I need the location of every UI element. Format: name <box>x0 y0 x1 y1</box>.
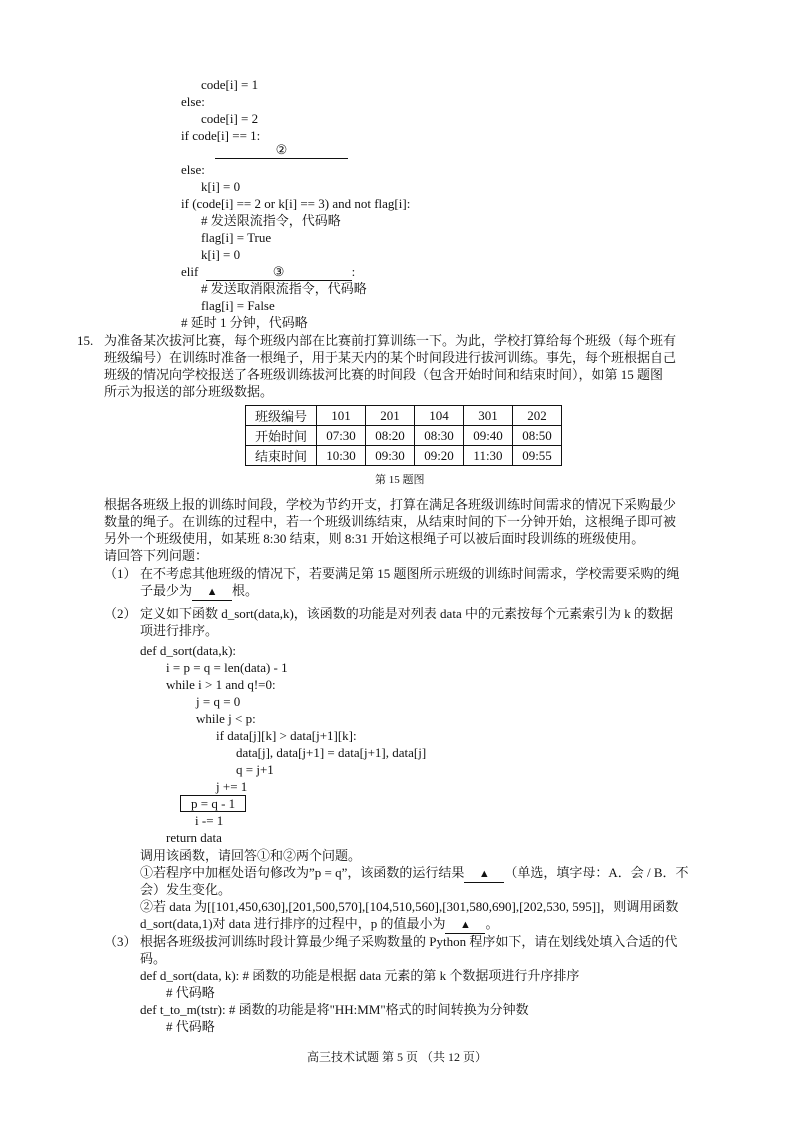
code-line-elif: elif ③ : <box>181 264 356 279</box>
code-line: j = q = 0 <box>196 694 241 709</box>
code-comment: # 延时 1 分钟，代码略 <box>181 315 308 330</box>
paragraph-line: 数量的绳子。在训练的过程中，若一个班级训练结束，从结束时间的下一分钟开始，这根绳子即可被 <box>104 514 677 529</box>
code-line: j += 1 <box>216 779 248 794</box>
code-line: else: <box>181 94 205 109</box>
table-cell: 09:55 <box>513 446 562 466</box>
table-row <box>246 406 562 426</box>
figure-caption: 第 15 题图 <box>375 474 425 486</box>
table-cell: 202 <box>513 406 562 426</box>
question-text: 班级编号）在训练时准备一根绳子，用于某天内的某个时间段进行拔河训练。事先，每个班根据自己 <box>104 350 677 365</box>
table-cell: 09:20 <box>415 446 464 466</box>
part-label: （2） <box>104 606 137 621</box>
question-number: 15. <box>77 333 94 348</box>
table-cell: 08:30 <box>415 426 464 446</box>
table-cell: 104 <box>415 406 464 426</box>
table-cell: 201 <box>366 406 415 426</box>
code-line: i -= 1 <box>195 813 224 828</box>
sub-question-2: ②若 data 为[[101,450,630],[201,500,570],[104,510,560],[301,580,690],[202,530, 595]]，则调用函数 <box>140 899 679 914</box>
part-text: 码。 <box>140 951 167 966</box>
question-text: 所示为报送的部分班级数据。 <box>104 384 274 399</box>
table-cell: 开始时间 <box>246 426 317 446</box>
table-cell: 09:30 <box>366 446 415 466</box>
table-cell: 10:30 <box>317 446 366 466</box>
code-line: def t_to_m(tstr): # 函数的功能是将"HH:MM"格式的时间转换为分钟数 <box>140 1002 529 1017</box>
table-cell: 08:50 <box>513 426 562 446</box>
table-cell: 301 <box>464 406 513 426</box>
part-text: 定义如下函数 d_sort(data,k)，该函数的功能是对列表 data 中的元素按每个元素索引为 k 的数据 <box>140 606 673 621</box>
code-comment: # 发送限流指令，代码略 <box>201 213 341 228</box>
answer-blank-2: ② <box>215 142 348 159</box>
sub-question-1: ①若程序中加框处语句修改为”p = q”，该函数的运行结果 ▲ （单选，填字母：A．会 / B．不 <box>140 865 689 883</box>
answer-blank-3: ③ <box>206 264 352 281</box>
answer-blank: ▲ <box>192 584 232 601</box>
paragraph-line: 请回答下列问题： <box>104 548 209 563</box>
code-line: k[i] = 0 <box>201 179 241 194</box>
code-line: if code[i] == 1: <box>181 128 261 143</box>
question-text: 为准备某次拔河比赛，每个班级内部在比赛前打算训练一下。为此，学校打算给每个班级（每个班有 <box>104 333 677 348</box>
table-cell: 结束时间 <box>246 446 317 466</box>
class-schedule-table <box>245 405 562 466</box>
paragraph-line: 另外一个班级使用，如某班 8:30 结束，则 8:31 开始这根绳子可以被后面时段训练的班级使用。 <box>104 531 645 546</box>
paragraph-line: 根据各班级上报的训练时间段，学校为节约开支，打算在满足各班级训练时间需求的情况下采购最少 <box>104 497 677 512</box>
code-line: i = p = q = len(data) - 1 <box>166 660 288 675</box>
code-line: if (code[i] == 2 or k[i] == 3) and not flag[i]: <box>181 196 411 211</box>
table-cell: 101 <box>317 406 366 426</box>
code-line: code[i] = 1 <box>201 77 259 92</box>
table-cell: 07:30 <box>317 426 366 446</box>
code-line: else: <box>181 162 205 177</box>
code-line: code[i] = 2 <box>201 111 259 126</box>
code-line: def d_sort(data, k): # 函数的功能是根据 data 元素的第 k 个数据项进行升序排序 <box>140 968 580 983</box>
part-label: （1） <box>104 566 137 581</box>
sub-question-2-cont: d_sort(data,1)对 data 进行排序的过程中，p 的值最小为 ▲ 。 <box>140 916 498 934</box>
page-footer: 高三技术试题 第 5 页 （共 12 页） <box>307 1050 488 1064</box>
code-line: return data <box>166 830 222 845</box>
question-text: 班级的情况向学校报送了各班级训练拔河比赛的时间段（包含开始时间和结束时间），如第 15 题图 <box>104 367 664 382</box>
boxed-code-line: p = q - 1 <box>180 796 246 812</box>
code-line: q = j+1 <box>236 762 274 777</box>
code-line: flag[i] = False <box>201 298 275 313</box>
table-cell: 09:40 <box>464 426 513 446</box>
code-comment: # 代码略 <box>166 1019 215 1034</box>
table-cell: 08:20 <box>366 426 415 446</box>
part-text: 项进行排序。 <box>140 623 219 638</box>
part-label: （3） <box>104 934 137 949</box>
code-line: def d_sort(data,k): <box>140 643 237 658</box>
table-row <box>246 446 562 466</box>
part-text: 根据各班级拔河训练时段计算最少绳子采购数量的 Python 程序如下，请在划线处填入合适的代 <box>140 934 678 949</box>
table-cell: 班级编号 <box>246 406 317 426</box>
table-cell: 11:30 <box>464 446 513 466</box>
code-comment: # 代码略 <box>166 985 215 1000</box>
code-line: while i > 1 and q!=0: <box>166 677 276 692</box>
part-text-answer: 子最少为 ▲ 根。 <box>140 583 258 601</box>
code-line: while j < p: <box>196 711 256 726</box>
code-line: flag[i] = True <box>201 230 272 245</box>
code-line: k[i] = 0 <box>201 247 241 262</box>
answer-blank: ▲ <box>464 866 504 883</box>
code-line: data[j], data[j+1] = data[j+1], data[j] <box>236 745 427 760</box>
part-text: 在不考虑其他班级的情况下，若要满足第 15 题图所示班级的训练时间需求，学校需要采购的绳 <box>140 566 680 581</box>
table-row <box>246 426 562 446</box>
code-line: if data[j][k] > data[j+1][k]: <box>216 728 357 743</box>
answer-blank: ▲ <box>445 917 485 934</box>
code-comment: # 发送取消限流指令，代码略 <box>201 281 367 296</box>
part-text: 调用该函数，请回答①和②两个问题。 <box>140 848 362 863</box>
sub-question-1-cont: 会）发生变化。 <box>140 882 232 897</box>
